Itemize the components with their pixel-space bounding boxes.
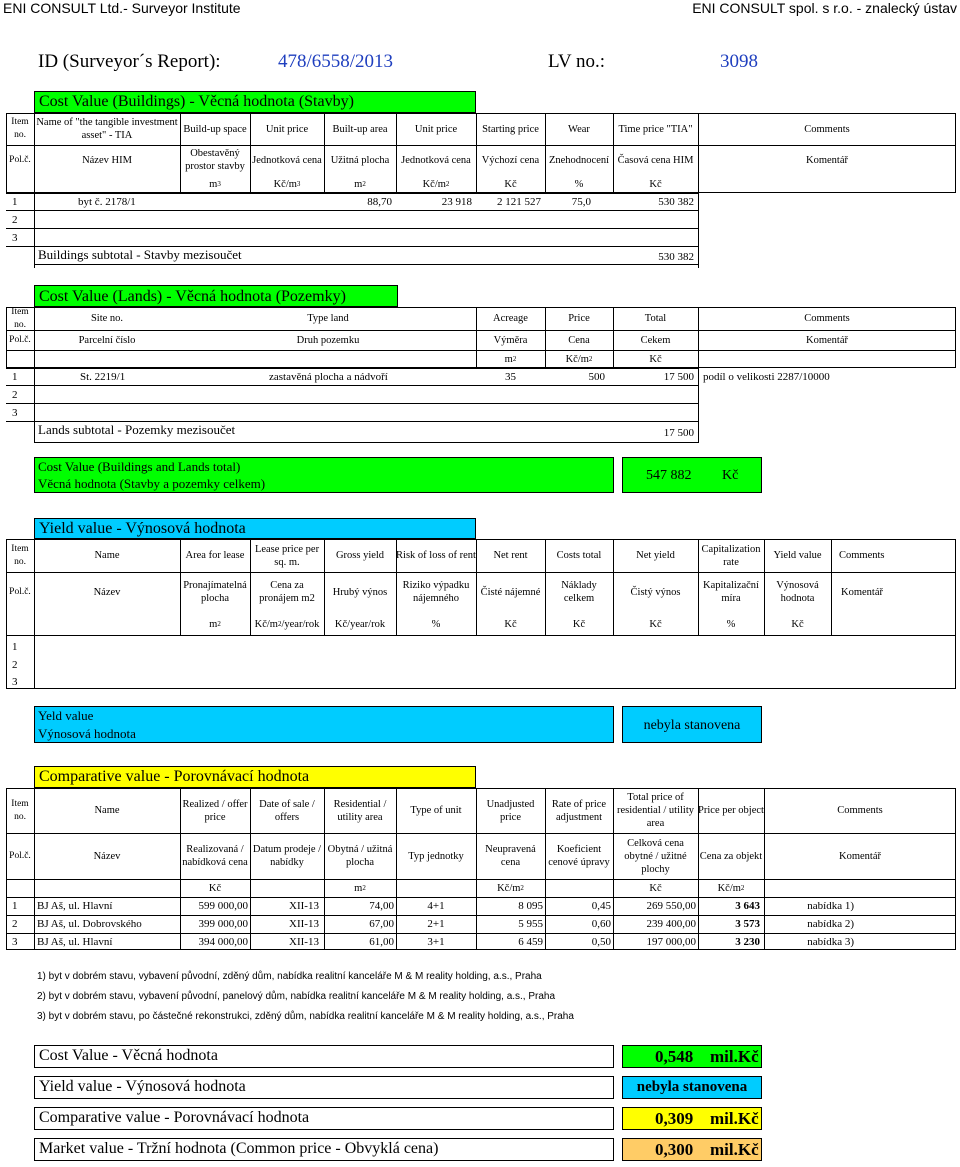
summary-yield-value: nebyla stanovena <box>636 1079 748 1095</box>
note-3: 3) byt v dobrém stavu, po částečné rekonstrukci, zděný dům, nabídka realitní kanceláře M & M reality holding, a.s., Praha <box>37 1011 574 1022</box>
comparative-title-text: Comparative value - Porovnávací hodnota <box>39 768 310 785</box>
y-h-cz-caprate: Kapitalizační míra <box>703 580 759 604</box>
report-id-label: ID (Surveyor´s Report): <box>38 51 221 72</box>
c-row3-price: 394 000,00 <box>198 936 248 948</box>
y-unit-pct2: % <box>726 618 736 630</box>
c-row2-unadj: 5 955 <box>518 918 543 930</box>
b-h-cz-name: Název HIM <box>82 154 132 166</box>
note-2: 2) byt v dobrém stavu, vybavení původní, panelový dům, nabídka realitní kanceláře M & M reality holding, a.s., Praha <box>37 991 556 1002</box>
c-unit-kc2: Kč <box>649 882 662 894</box>
y-unit-kc1: Kč <box>504 618 517 630</box>
l-unit-kcm2: Kč/m 2 <box>565 353 593 365</box>
l-row1-no: 1 <box>12 371 18 383</box>
b-h-cz-timeprice: Časová cena HIM <box>617 154 694 166</box>
c-row1-name: BJ Aš, ul. Hlavní <box>37 900 113 912</box>
l-unit-kc: Kč <box>649 353 662 365</box>
summary-cost-label: Cost Value - Věcná hodnota <box>39 1047 218 1064</box>
b-row1-time: 530 382 <box>658 196 694 208</box>
c-row3-rate: 0,50 <box>591 936 611 948</box>
b-h-cz-comments: Komentář <box>806 154 848 166</box>
b-unit-kcm3: Kč/m 3 <box>273 178 301 190</box>
b-h-buildspace: Build-up space <box>183 123 247 135</box>
b-unit-m2: m 2 <box>354 178 366 190</box>
lv-label: LV no.: <box>548 51 606 72</box>
l-subtotal-label: Lands subtotal - Pozemky mezisoučet <box>38 422 236 437</box>
l-h-cz-comments: Komentář <box>806 334 848 346</box>
c-row3-no: 3 <box>12 936 18 948</box>
l-row2-no: 2 <box>12 389 18 401</box>
y-h-cz-risk: Riziko výpadku nájemného <box>402 580 470 604</box>
l-row1-site: St. 2219/1 <box>80 371 126 383</box>
b-row1-wear: 75,0 <box>571 196 591 208</box>
total-cost-value-box <box>622 457 762 493</box>
c-row3-total: 197 000,00 <box>646 936 696 948</box>
c-row1-rate: 0,45 <box>591 900 611 912</box>
buildings-title-text: Cost Value (Buildings) - Věcná hodnota (Stavby) <box>39 93 354 110</box>
y-h-cz-item: Pol.č. <box>9 586 31 597</box>
c-h-area: Residential / utility area <box>333 798 387 823</box>
c-row2-price: 399 000,00 <box>198 918 248 930</box>
l-h-cz-price: Cena <box>568 334 590 346</box>
y-h-gross: Gross yield <box>335 550 385 561</box>
b-h-builtarea: Built-up area <box>332 123 388 135</box>
y-row3-no: 3 <box>12 676 18 688</box>
l-unit-m2: m 2 <box>504 353 517 365</box>
c-row2-rate: 0,60 <box>591 918 611 930</box>
summary-comp-unit: mil.Kč <box>710 1109 759 1128</box>
summary-comp-value: 0,309 <box>655 1109 694 1128</box>
y-h-cz-name: Název <box>93 586 121 598</box>
b-unit-kcm2: Kč/m 2 <box>422 178 450 190</box>
c-h-comments: Comments <box>837 805 883 816</box>
c-row3-date: XII-13 <box>289 936 319 948</box>
total-cost-currency: Kč <box>722 468 739 483</box>
b-subtotal-value: 530 382 <box>658 251 694 263</box>
y-row2-no: 2 <box>12 659 18 671</box>
c-h-rate: Rate of price adjustment <box>551 798 607 823</box>
l-h-cz-total: Cekem <box>640 334 671 346</box>
y-h-cz-area: Pronajímatelná plocha <box>183 580 247 604</box>
l-h-type: Type land <box>307 313 349 324</box>
l-row1-total: 17 500 <box>663 371 694 383</box>
b-h-cz-wear: Znehodnocení <box>548 154 610 166</box>
summary-cost-unit: mil.Kč <box>710 1047 759 1066</box>
c-row2-date: XII-13 <box>289 918 319 930</box>
total-cost-line2: Věcná hodnota (Stavby a pozemky celkem) <box>38 476 266 491</box>
summary-cost-value: 0,548 <box>655 1047 694 1066</box>
b-h-name: Name of "the tangible investment asset" - TIA <box>36 117 178 141</box>
b-subtotal-label: Buildings subtotal - Stavby mezisoučet <box>38 247 242 262</box>
y-h-cz-lease: Cena za pronájem m2 <box>259 580 315 604</box>
c-h-cz-name: Název <box>93 850 121 862</box>
page-header-left: ENI CONSULT Ltd.- Surveyor Institute <box>3 0 241 16</box>
l-h-price: Price <box>568 313 590 324</box>
c-row2-total: 239 400,00 <box>646 918 696 930</box>
l-row1-price: 500 <box>588 371 605 383</box>
b-h-startprice: Starting price <box>482 123 539 135</box>
summary-yield-label: Yield value - Výnosová hodnota <box>39 1078 246 1095</box>
y-h-netyield: Net yield <box>636 550 675 561</box>
y-h-area: Area for lease <box>185 550 245 561</box>
l-h-item: Item no. <box>11 306 29 330</box>
y-unit-kc3: Kč <box>649 618 662 630</box>
b-row1-start: 2 121 527 <box>497 196 541 208</box>
c-unit-kcm2-1: Kč/m 2 <box>497 882 524 894</box>
b-unit-kc2: Kč <box>649 178 662 190</box>
y-row1-no: 1 <box>12 641 18 653</box>
c-row1-per: 3 643 <box>735 900 760 912</box>
summary-market-value: 0,300 <box>655 1140 694 1159</box>
y-unit-kcm2year: Kč/m 2 /year/rok <box>254 618 320 630</box>
c-h-cz-type: Typ jednotky <box>408 850 464 862</box>
c-h-cz-date: Datum prodeje / nabídky <box>252 844 322 868</box>
page-header-right: ENI CONSULT spol. s r.o. - znalecký ústav <box>692 0 957 16</box>
c-row3-unadj: 6 459 <box>518 936 543 948</box>
c-h-cz-rate: Koeficient cenové úpravy <box>548 844 610 868</box>
y-h-costs: Costs total <box>556 550 602 561</box>
c-row3-per: 3 230 <box>735 936 760 948</box>
l-h-total: Total <box>644 313 667 324</box>
y-h-comments: Comments <box>839 550 885 561</box>
b-row1-no: 1 <box>12 196 18 208</box>
y-unit-kcyear: Kč/year/rok <box>334 618 386 630</box>
l-row3-no: 3 <box>12 407 18 419</box>
l-row1-type: zastavěná plocha a nádvoří <box>269 371 388 383</box>
note-1: 1) byt v dobrém stavu, vybavení původní, zděný dům, nabídka realitní kanceláře M & M reality holding, a.s., Praha <box>37 971 542 982</box>
c-h-cz-comments: Komentář <box>839 850 881 862</box>
c-unit-m2: m 2 <box>354 882 366 894</box>
b-row1-name: byt č. 2178/1 <box>78 196 136 208</box>
c-row3-name: BJ Aš, ul. Hlavní <box>37 936 113 948</box>
y-h-cz-netrent: Čisté nájemné <box>480 586 541 598</box>
c-row1-comment: nabídka 1) <box>807 900 854 912</box>
y-h-lease: Lease price per sq. m. <box>254 543 320 568</box>
l-subtotal-value: 17 500 <box>663 427 694 439</box>
b-h-unitprice1: Unit price <box>265 123 309 135</box>
y-unit-kc4: Kč <box>791 618 804 630</box>
b-h-timeprice: Time price "TIA" <box>618 123 693 135</box>
b-unit-pct: % <box>574 178 584 190</box>
c-h-cz-area: Obytná / užitná plocha <box>327 844 393 868</box>
c-row3-area: 61,00 <box>369 936 394 948</box>
c-h-unadj: Unadjusted price <box>486 798 535 823</box>
lands-title-text: Cost Value (Lands) - Věcná hodnota (Pozemky) <box>39 288 346 305</box>
b-row1-area: 88,70 <box>367 196 392 208</box>
y-h-item: Item no. <box>11 543 29 567</box>
c-row1-no: 1 <box>12 900 18 912</box>
total-cost-value: 547 882 <box>646 468 692 483</box>
l-h-cz-type: Druh pozemku <box>296 334 360 346</box>
b-row3-no: 3 <box>12 232 18 244</box>
l-h-cz-acreage: Výměra <box>493 334 528 346</box>
c-h-date: Date of sale / offers <box>259 798 315 823</box>
c-row2-per: 3 573 <box>735 918 760 930</box>
total-cost-line1: Cost Value (Buildings and Lands total) <box>38 459 241 474</box>
y-h-name: Name <box>94 550 120 561</box>
c-row2-name: BJ Aš, ul. Dobrovského <box>37 918 142 930</box>
b-h-unitprice2: Unit price <box>414 123 458 135</box>
b-h-cz-item: Pol.č. <box>9 154 31 165</box>
y-h-cz-gross: Hrubý výnos <box>332 586 388 598</box>
b-h-wear: Wear <box>568 123 590 135</box>
c-h-price: Realized / offer price <box>182 798 248 823</box>
l-h-cz-item: Pol.č. <box>9 334 31 345</box>
c-row1-unadj: 8 095 <box>518 900 543 912</box>
l-row1-acreage: 35 <box>505 371 516 383</box>
c-h-name: Name <box>94 805 120 816</box>
y-h-cz-netyield: Čistý výnos <box>630 586 681 598</box>
y-h-yieldvalue: Yield value <box>773 550 822 561</box>
c-row2-no: 2 <box>12 918 18 930</box>
c-row3-comment: nabídka 3) <box>807 936 854 948</box>
l-h-site: Site no. <box>90 313 124 324</box>
b-h-cz-unitprice1: Jednotková cena <box>252 154 322 166</box>
l-h-cz-site: Parcelní číslo <box>78 334 136 346</box>
yield-total-line1: Yeld value <box>38 708 94 723</box>
c-h-item: Item no. <box>11 798 29 822</box>
c-h-cz-per: Cena za objekt <box>699 850 763 862</box>
b-h-comments: Comments <box>804 123 850 135</box>
y-unit-m2: m 2 <box>209 618 221 630</box>
b-h-item: Item no. <box>11 117 29 140</box>
lv-value: 3098 <box>720 51 758 72</box>
b-row2-no: 2 <box>12 214 18 226</box>
summary-market-unit: mil.Kč <box>710 1140 759 1159</box>
b-h-cz-startprice: Výchozí cena <box>481 154 540 166</box>
report-id-value: 478/6558/2013 <box>278 51 394 72</box>
b-row1-unitprice: 23 918 <box>441 196 472 208</box>
l-row1-comment: podíl o velikosti 2287/10000 <box>703 371 830 383</box>
c-row1-area: 74,00 <box>369 900 394 912</box>
c-h-total: Total price of residential / utility area <box>617 792 694 829</box>
y-h-caprate: Capitalization rate <box>701 543 761 568</box>
c-row2-area: 67,00 <box>369 918 394 930</box>
b-unit-m3: m 3 <box>209 178 221 190</box>
c-h-type: Type of unit <box>410 805 462 816</box>
y-h-cz-yieldvalue: Výnosová hodnota <box>776 580 819 604</box>
y-h-cz-comments: Komentář <box>841 586 883 598</box>
y-unit-kc2: Kč <box>572 618 586 630</box>
yield-total-value: nebyla stanovena <box>643 718 741 733</box>
c-row1-price: 599 000,00 <box>198 900 248 912</box>
c-h-cz-unadj: Neupravená cena <box>485 844 536 868</box>
c-h-cz-item: Pol.č. <box>9 850 31 861</box>
b-h-cz-buildspace: Obestavěný prostor stavby <box>185 148 245 172</box>
summary-market-label: Market value - Tržní hodnota (Common price - Obvyklá cena) <box>39 1140 439 1157</box>
yield-total-line2: Výnosová hodnota <box>38 726 136 741</box>
c-row1-date: XII-13 <box>289 900 319 912</box>
b-h-cz-unitprice2: Jednotková cena <box>401 154 471 166</box>
l-h-acreage: Acreage <box>493 313 528 324</box>
summary-comp-label: Comparative value - Porovnávací hodnota <box>39 1109 310 1126</box>
c-unit-kc1: Kč <box>208 882 222 894</box>
y-h-cz-costs: Náklady celkem <box>561 580 597 604</box>
c-h-cz-total: Celková cena obytné / užitné plochy <box>624 837 687 875</box>
c-row1-total: 269 550,00 <box>646 900 696 912</box>
c-h-per: Price per object <box>698 805 764 816</box>
yield-title-text: Yield value - Výnosová hodnota <box>39 520 246 537</box>
c-h-cz-price: Realizovaná / nabídková cena <box>182 844 248 868</box>
y-h-netrent: Net rent <box>493 550 528 561</box>
c-row2-comment: nabídka 2) <box>807 918 854 930</box>
b-unit-kc1: Kč <box>504 178 517 190</box>
c-unit-kcm2-2: Kč/m 2 <box>717 882 745 894</box>
y-unit-pct1: % <box>431 618 441 630</box>
b-h-cz-builtarea: Užitná plocha <box>330 154 390 166</box>
c-row1-type: 4+1 <box>427 900 445 912</box>
c-row3-type: 3+1 <box>427 936 445 948</box>
l-h-comments: Comments <box>804 313 850 324</box>
c-row2-type: 2+1 <box>427 918 445 930</box>
y-h-risk: Risk of loss of rent <box>396 550 476 561</box>
